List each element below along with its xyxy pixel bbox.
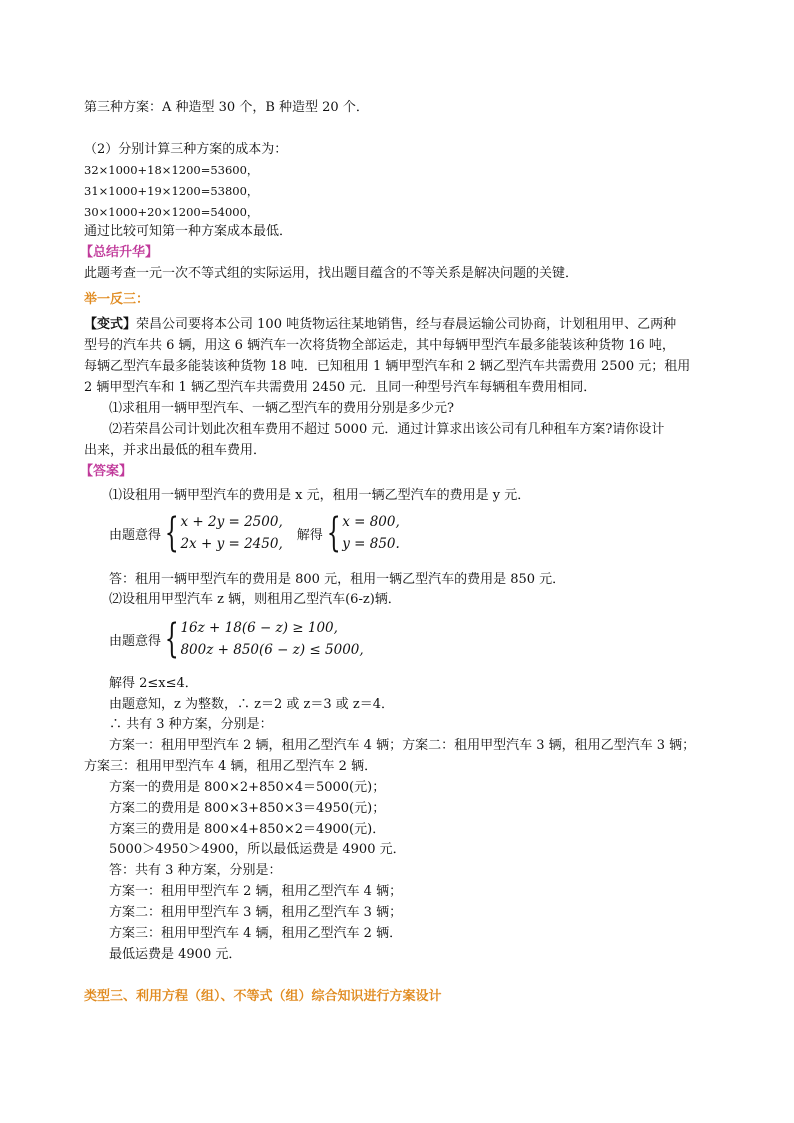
equation-system-1 [109,511,400,555]
system-1-sol-1: x = 800, [342,514,400,530]
final-plan-1: 方案一：租用甲型汽车 2 辆，租用乙型汽车 4 辆； [109,884,403,899]
answer-part-1-result: 答：租用一辆甲型汽车的费用是 800 元，租用一辆乙型汽车的费用是 850 元． [109,572,566,587]
system-1-solve-label: 解得 [296,527,323,543]
inequality-system [109,617,364,661]
variant-question-1: ⑴求租用一辆甲型汽车、一辆乙型汽车的费用分别是多少元? [109,401,454,416]
fee-line-3: 方案三的费用是 800×4+850×2＝4900(元)． [109,822,386,837]
summary-heading: 【总结升华】 [80,245,159,260]
system-1-eq-2: 2x + y = 2450, [180,536,283,552]
system-2-ineq-2: 800z + 850(6 − z) ≤ 5000, [180,642,364,658]
cost-line-2: 31×1000+19×1200=53800， [84,184,259,198]
summary-text: 此题考查一元一次不等式组的实际运用，找出题目蕴含的不等关系是解决问题的关键． [84,266,579,281]
answer-part-2: ⑵设租用甲型汽车 z 辆，则租用乙型汽车(6-z)辆． [109,592,401,607]
integer-values: 由题意知，z 为整数，∴ z＝2 或 z＝3 或 z＝4． [109,697,395,712]
q2-intro: （2）分别计算三种方案的成本为： [84,142,288,157]
variant-tag: 【变式】 [84,317,137,332]
system-2-inequalities [180,617,363,661]
final-intro: 答：共有 3 种方案，分别是： [109,863,282,878]
fee-line-1: 方案一的费用是 800×2+850×4＝5000(元)； [109,780,386,795]
fee-line-2: 方案二的费用是 800×3+850×3＝4950(元)； [109,801,386,816]
variant-question-2b: 出来，并求出最低的租车费用． [84,443,267,458]
therefore-line: ∴ 共有 3 种方案，分别是： [109,717,273,732]
cost-line-1: 32×1000+18×1200=53600， [84,163,259,177]
final-plan-3: 方案三：租用甲型汽车 4 辆，租用乙型汽车 2 辆． [109,926,403,941]
cost-line-3: 30×1000+20×1200=54000， [84,205,259,219]
left-brace-icon: { [164,616,179,662]
min-fee-line: 最低运费是 4900 元． [109,947,242,962]
conclusion-line: 通过比较可知第一种方案成本最低． [84,224,293,239]
variant-line-3: 每辆乙型汽车最多能装该种货物 18 吨．已知租用 1 辆甲型汽车和 2 辆乙型汽车共需费用 2500 元；租用 [84,359,691,374]
system-1-equations [180,511,282,555]
left-brace-icon: { [164,510,179,556]
final-plan-2: 方案二：租用甲型汽车 3 辆，租用乙型汽车 3 辆； [109,905,403,920]
variant-line-2: 型号的汽车共 6 辆，用这 6 辆汽车一次将货物全部运走，其中每辆甲型汽车最多能装该种货物 16 吨， [84,338,675,353]
variant-line-1 [84,316,676,334]
practice-heading: 举一反三： [84,292,150,307]
variant-text-1: 荣昌公司要将本公司 100 吨货物运往某地销售，经与春晨运输公司协商，计划租用甲、乙两种 [136,317,677,332]
variant-question-2a: ⑵若荣昌公司计划此次租车费用不超过 5000 元．通过计算求出该公司有几种租车方案?请你设计 [109,422,665,437]
left-brace-icon: { [326,510,341,556]
system-2-ineq-1: 16z + 18(6 − z) ≥ 100, [180,620,338,636]
plans-line-b: 方案三：租用甲型汽车 4 辆，租用乙型汽车 2 辆． [84,759,378,774]
answer-heading: 【答案】 [80,464,133,479]
system-1-sol-2: y = 850. [342,536,400,552]
system-1-eq-1: x + 2y = 2500, [180,514,283,530]
plan-three-line: 第三种方案：A 种造型 30 个，B 种造型 20 个． [84,100,369,115]
system-2-lead: 由题意得 [109,633,162,649]
answer-part-1: ⑴设租用一辆甲型汽车的费用是 x 元，租用一辆乙型汽车的费用是 y 元． [109,488,531,503]
variant-line-4: 2 辆甲型汽车和 1 辆乙型汽车共需费用 2450 元．且同一种型号汽车每辆租车费用相同． [84,380,597,395]
compare-line: 5000＞4950＞4900，所以最低运费是 4900 元． [109,842,406,857]
system-1-lead: 由题意得 [109,527,162,543]
system-1-solutions [342,511,400,555]
section-heading: 类型三、利用方程（组）、不等式（组）综合知识进行方案设计 [84,989,442,1004]
solve-range: 解得 2≤x≤4． [109,676,198,691]
plans-line-a: 方案一：租用甲型汽车 2 辆，租用乙型汽车 4 辆；方案二：租用甲型汽车 3 辆，租用乙型汽车 3 辆； [109,738,696,753]
